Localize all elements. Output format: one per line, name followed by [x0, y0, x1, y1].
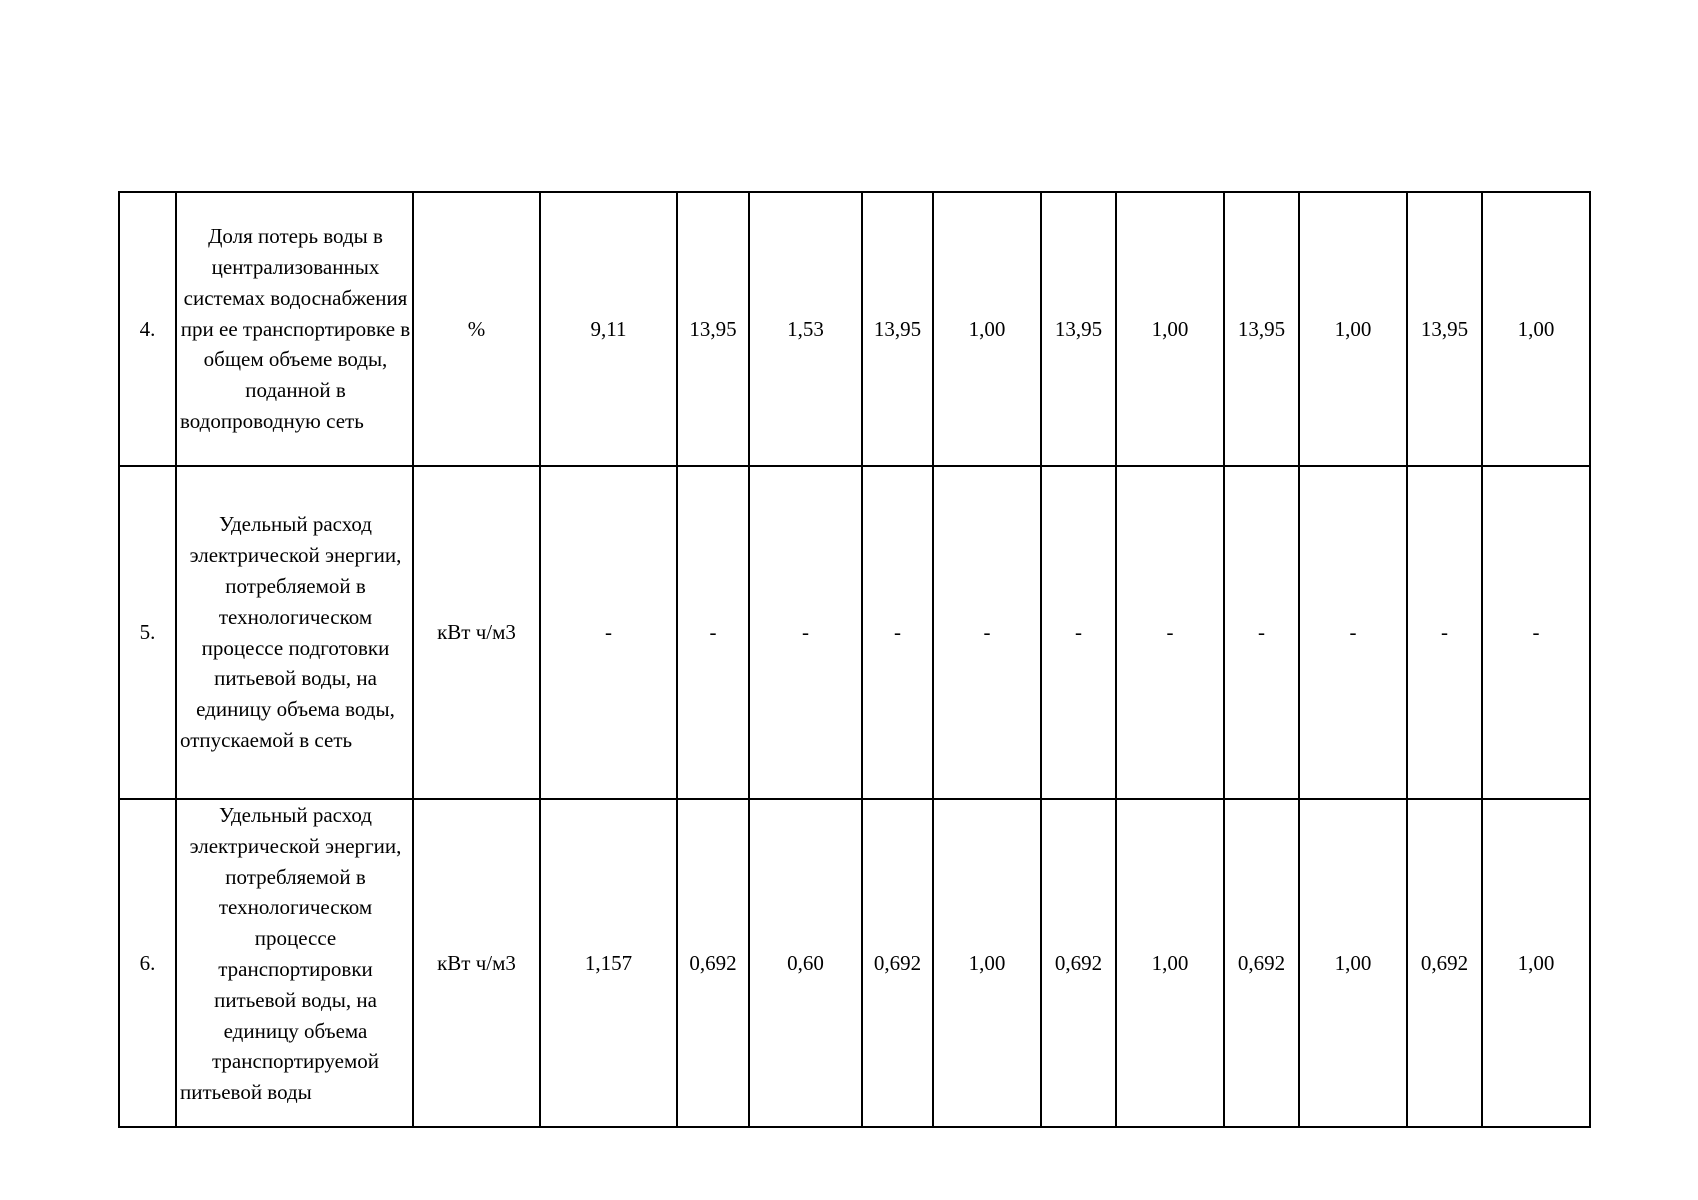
row-number: 5.: [119, 466, 176, 799]
value-cell: 13,95: [862, 192, 933, 466]
value-cell: 9,11: [540, 192, 677, 466]
value-cell: 1,53: [749, 192, 862, 466]
value-cell: -: [749, 466, 862, 799]
value-cell: -: [540, 466, 677, 799]
row-number: 6.: [119, 799, 176, 1127]
value-cell: 1,00: [1116, 799, 1224, 1127]
indicator-description: Доля потерь воды в централизованных системах водоснабжения при ее транспортировке в общем объеме воды, поданной в водопроводную сеть: [176, 192, 413, 466]
indicator-description: Удельный расход электрической энергии, потребляемой в технологическом процессе подготовки питьевой воды, на единицу объема воды, отпускаемой в сеть: [176, 466, 413, 799]
value-cell: 1,00: [1482, 192, 1590, 466]
value-cell: 1,00: [933, 192, 1041, 466]
value-cell: -: [1407, 466, 1482, 799]
indicator-description: Удельный расход электрической энергии, потребляемой в технологическом процессе транспортировки питьевой воды, на единицу объема транспортируемой питьевой воды: [176, 799, 413, 1127]
table-row: [119, 466, 1590, 799]
value-cell: 0,692: [1224, 799, 1299, 1127]
value-cell: -: [677, 466, 749, 799]
table-row: [119, 799, 1590, 1127]
indicators-table: [118, 191, 1591, 1128]
value-cell: 13,95: [1041, 192, 1116, 466]
unit-cell: кВт ч/м3: [413, 466, 540, 799]
value-cell: -: [1482, 466, 1590, 799]
value-cell: -: [933, 466, 1041, 799]
table-row: [119, 192, 1590, 466]
value-cell: -: [1041, 466, 1116, 799]
value-cell: 1,00: [1299, 799, 1407, 1127]
value-cell: 0,692: [1041, 799, 1116, 1127]
value-cell: -: [862, 466, 933, 799]
unit-cell: кВт ч/м3: [413, 799, 540, 1127]
value-cell: 13,95: [677, 192, 749, 466]
value-cell: 0,60: [749, 799, 862, 1127]
value-cell: 0,692: [1407, 799, 1482, 1127]
value-cell: 1,157: [540, 799, 677, 1127]
row-number: 4.: [119, 192, 176, 466]
value-cell: 0,692: [677, 799, 749, 1127]
value-cell: 1,00: [1482, 799, 1590, 1127]
value-cell: 13,95: [1407, 192, 1482, 466]
value-cell: 1,00: [1116, 192, 1224, 466]
value-cell: 13,95: [1224, 192, 1299, 466]
value-cell: 0,692: [862, 799, 933, 1127]
unit-cell: %: [413, 192, 540, 466]
value-cell: 1,00: [933, 799, 1041, 1127]
value-cell: 1,00: [1299, 192, 1407, 466]
value-cell: -: [1224, 466, 1299, 799]
value-cell: -: [1116, 466, 1224, 799]
value-cell: -: [1299, 466, 1407, 799]
